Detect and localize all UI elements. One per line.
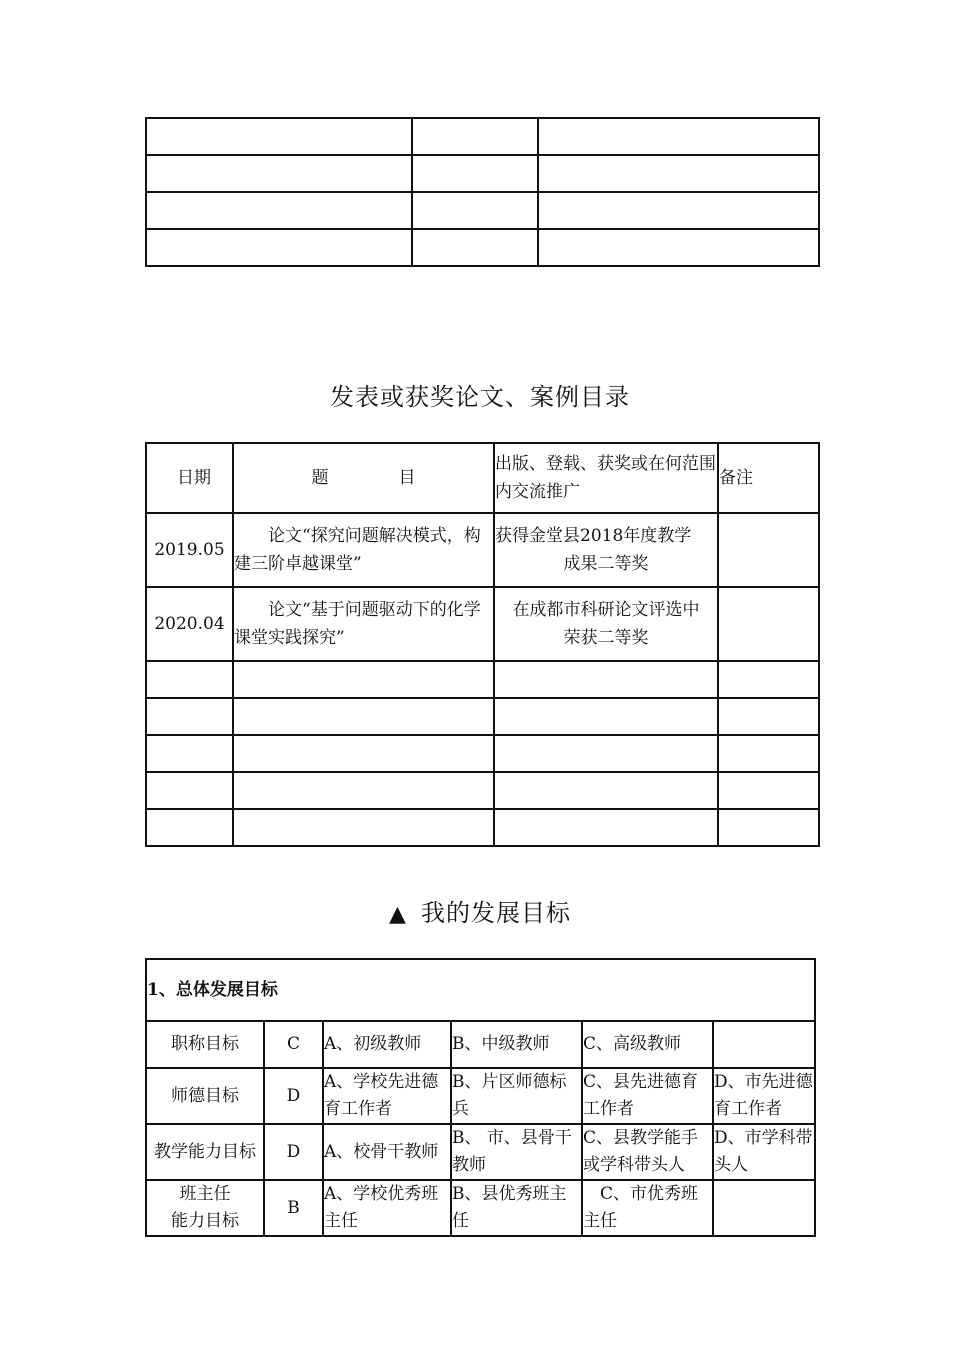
table-cell (412, 155, 538, 192)
header-date: 日期 (146, 443, 233, 513)
header-title-right: 目 (398, 468, 416, 488)
empty-row (146, 661, 819, 698)
goal-label: 职称目标 (146, 1021, 264, 1068)
empty-cell (233, 661, 494, 698)
goal-row (146, 1124, 815, 1180)
goal-option (713, 1180, 815, 1236)
table-row (146, 229, 819, 266)
goal-option: A、校骨干教师 (323, 1124, 451, 1180)
empty-cell (146, 772, 233, 809)
empty-cell (146, 735, 233, 772)
empty-cell (233, 735, 494, 772)
paper-notes (718, 587, 819, 661)
empty-cell (146, 809, 233, 846)
empty-cell (146, 661, 233, 698)
table-cell (538, 118, 819, 155)
empty-cell (146, 698, 233, 735)
header-title-left: 题 (311, 468, 329, 488)
goal-row (146, 1068, 815, 1124)
table-cell (412, 229, 538, 266)
goal-option: A、初级教师 (323, 1021, 451, 1068)
empty-cell (494, 735, 718, 772)
empty-row (146, 772, 819, 809)
empty-cell (718, 809, 819, 846)
goals-section-title (0, 893, 960, 928)
papers-table (145, 442, 820, 847)
goal-option: B、中级教师 (451, 1021, 582, 1068)
goal-choice: D (264, 1068, 323, 1124)
goals-table (145, 958, 816, 1237)
goal-option: C、高级教师 (582, 1021, 713, 1068)
goal-row (146, 1021, 815, 1068)
header-notes: 备注 (718, 443, 819, 513)
papers-section-title: 发表或获奖论文、案例目录 (330, 383, 630, 411)
goal-option: A、学校先进德育工作者 (323, 1068, 451, 1124)
empty-cell (718, 661, 819, 698)
goal-option: C、市优秀班主任 (582, 1180, 713, 1236)
paper-publication-line2: 荣获二等奖 (563, 628, 649, 648)
triangle-bullet-icon: ▲ (389, 902, 407, 927)
table-cell (146, 118, 412, 155)
table-row (146, 513, 819, 587)
goal-label: 师德目标 (146, 1068, 264, 1124)
table-cell (538, 192, 819, 229)
goal-choice: D (264, 1124, 323, 1180)
goal-row (146, 1180, 815, 1236)
goal-option: B、 市、县骨干教师 (451, 1124, 582, 1180)
paper-publication (494, 587, 718, 661)
empty-cell (233, 772, 494, 809)
empty-cell (494, 809, 718, 846)
header-publication: 出版、登载、获奖或在何范围内交流推广 (494, 443, 718, 513)
empty-cell (494, 661, 718, 698)
table-cell (146, 229, 412, 266)
table-row (146, 118, 819, 155)
paper-publication-line1: 获得金堂县2018年度教学 (495, 526, 692, 546)
papers-header-row (146, 443, 819, 513)
goal-choice: C (264, 1021, 323, 1068)
paper-publication (494, 513, 718, 587)
goal-option: D、市学科带头人 (713, 1124, 815, 1180)
overall-goal-label: 1、总体发展目标 (146, 959, 815, 1021)
empty-row (146, 698, 819, 735)
goal-option: B、县优秀班主任 (451, 1180, 582, 1236)
paper-date: 2020.04 (146, 587, 233, 661)
goal-label (146, 1180, 264, 1236)
empty-row (146, 809, 819, 846)
empty-cell (718, 772, 819, 809)
goal-option: A、学校优秀班主任 (323, 1180, 451, 1236)
table-cell (412, 192, 538, 229)
table-cell (538, 229, 819, 266)
goal-label: 教学能力目标 (146, 1124, 264, 1180)
empty-cell (494, 772, 718, 809)
goal-option: C、县教学能手或学科带头人 (582, 1124, 713, 1180)
table-row (146, 155, 819, 192)
empty-cell (233, 809, 494, 846)
goal-label-line2: 能力目标 (171, 1211, 239, 1231)
table-row (146, 587, 819, 661)
empty-cell (718, 698, 819, 735)
paper-publication-line1: 在成都市科研论文评选中 (512, 600, 700, 620)
table-cell (146, 192, 412, 229)
table-cell (146, 155, 412, 192)
paper-title: 论文“探究问题解决模式，构建三阶卓越课堂” (233, 513, 494, 587)
goal-choice: B (264, 1180, 323, 1236)
empty-cell (718, 735, 819, 772)
empty-row (146, 735, 819, 772)
empty-cell (233, 698, 494, 735)
paper-notes (718, 513, 819, 587)
goal-option: D、市先进德育工作者 (713, 1068, 815, 1124)
header-title (233, 443, 494, 513)
paper-publication-line2: 成果二等奖 (563, 554, 649, 574)
paper-title: 论文“基于问题驱动下的化学课堂实践探究” (233, 587, 494, 661)
goal-option (713, 1021, 815, 1068)
goal-label-line1: 班主任 (179, 1184, 231, 1204)
overall-goal-row (146, 959, 815, 1021)
table-cell (538, 155, 819, 192)
table-cell (412, 118, 538, 155)
paper-date: 2019.05 (146, 513, 233, 587)
goals-title-text: 我的发展目标 (420, 899, 571, 927)
goal-option: B、片区师德标兵 (451, 1068, 582, 1124)
table-row (146, 192, 819, 229)
empty-cell (494, 698, 718, 735)
goal-option: C、县先进德育工作者 (582, 1068, 713, 1124)
top-empty-table (145, 117, 820, 267)
